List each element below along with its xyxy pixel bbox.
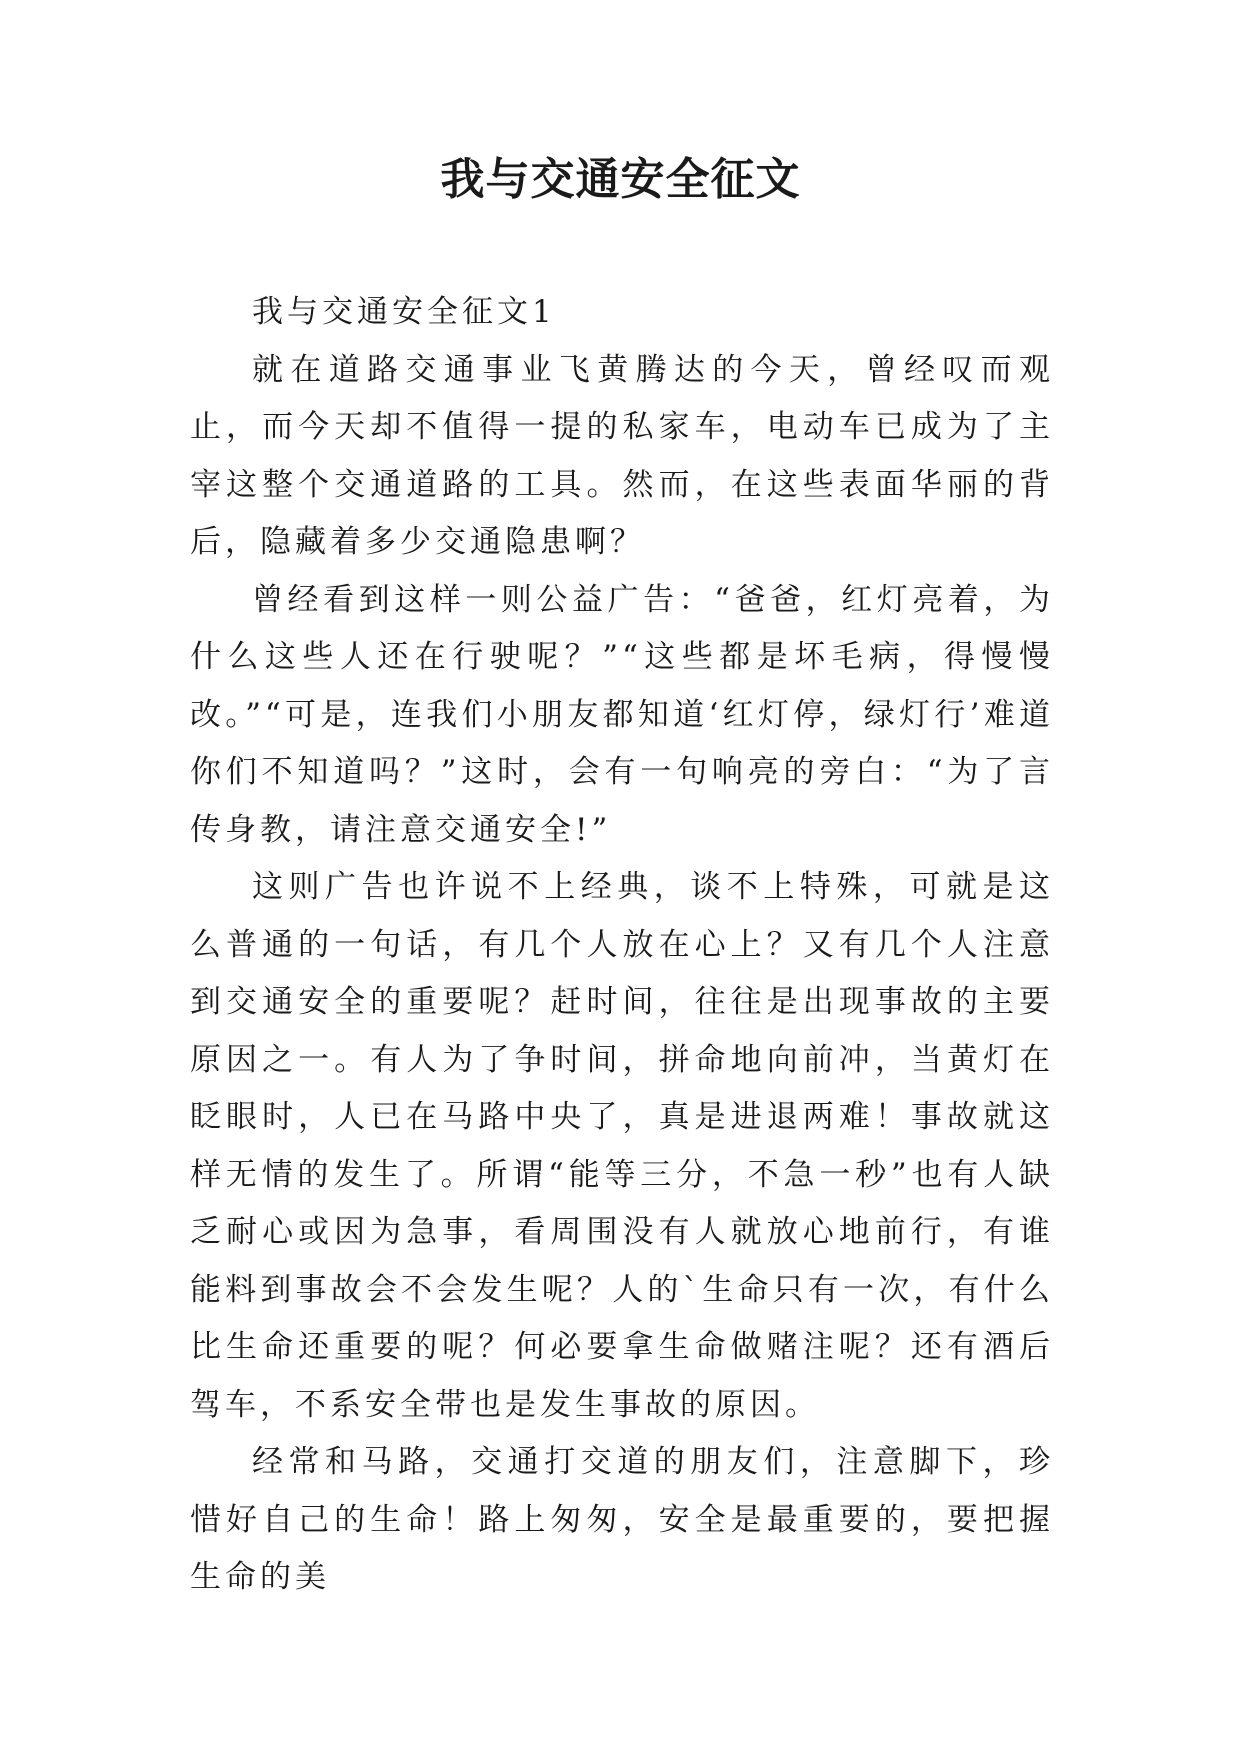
paragraph: 就在道路交通事业飞黄腾达的今天，曾经叹而观止，而今天却不值得一提的私家车，电动车已成为了主宰这整个交通道路的工具。然而，在这些表面华丽的背后，隐藏着多少交通隐患啊？ <box>190 351 1054 560</box>
paragraph: 经常和马路，交通打交道的朋友们，注意脚下，珍惜好自己的生命！路上匆匆，安全是最重要的，要把握生命的美 <box>190 1444 1054 1595</box>
paragraph: 这则广告也许说不上经典，谈不上特殊，可就是这么普通的一句话，有几个人放在心上？又有几个人注意到交通安全的重要呢？赶时间，往往是出现事故的主要原因之一。有人为了争时间，拼命地向前冲，当黄灯在眨眼时，人已在马路中央了，真是进退两难！事故就这样无情的发生了。所谓“能等三分，不急一秒”也有人缺乏耐心或因为急事，看周围没有人就放心地前行，有谁能料到事故会不会发生呢？人的`生命只有一次，有什么比生命还重要的呢？何必要拿生命做赌注呢？还有酒后驾车，不系安全带也是发生事故的原因。 <box>190 869 1054 1423</box>
paragraph: 曾经看到这样一则公益广告：“爸爸，红灯亮着，为什么这些人还在行驶呢？”“这些都是坏毛病，得慢慢改。”“可是，连我们小朋友都知道‘红灯停，绿灯行’难道你们不知道吗？”这时，会有一句响亮的旁白：“为了言传身教，请注意交通安全!” <box>190 581 1054 848</box>
document-title: 我与交通安全征文 <box>440 154 801 205</box>
document-body <box>190 284 1054 1607</box>
section-heading: 我与交通安全征文1 <box>252 294 556 330</box>
